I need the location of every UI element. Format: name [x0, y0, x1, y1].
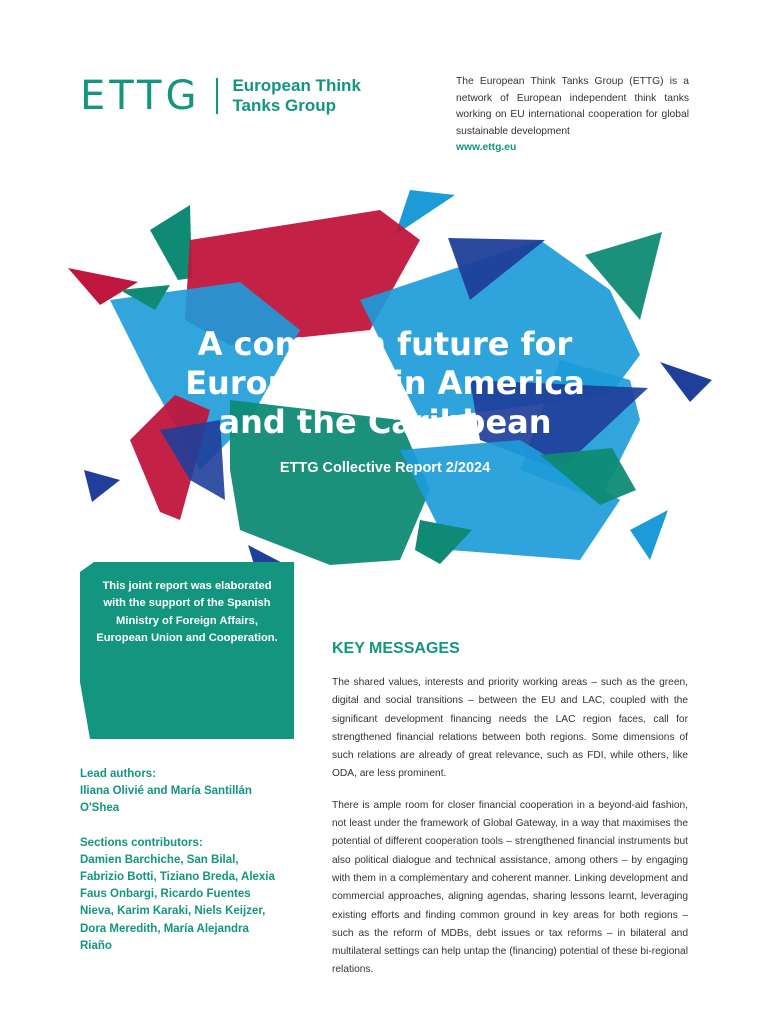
report-title — [150, 325, 620, 442]
ettg-logo — [80, 73, 361, 119]
contributors-label: Sections contributors: — [80, 836, 203, 849]
polygon-blue — [630, 510, 668, 560]
logo-name-line2: Tanks Group — [232, 96, 337, 115]
website-link[interactable]: www.ettg.eu — [456, 142, 517, 153]
key-messages-heading: KEY MESSAGES — [332, 640, 460, 657]
authors-section — [80, 766, 280, 955]
key-message-paragraph: There is ample room for closer financial cooperation in a beyond-aid fashion, not least under the framework of Global Gateway, in a way that maximises the potential of different cooperation tools – strengthened financial instruments but also political dialogue and technical assistance, among others – by engaging with them in a complementary and coherent manner. Linking development and commercial approaches, aligning agendas, sharing lessons learnt, leveraging existing efforts and finding common ground in key areas for both regions – such as the reform of MDBs, debt issues or tax reforms – in bilateral and multilateral settings can help untap the (financing) potential of these bi-regional relations. — [332, 799, 688, 976]
support-statement: This joint report was elaborated with the support of the Spanish Ministry of Foreign Affairs, European Union and Cooperation. — [96, 580, 278, 644]
logo-divider — [216, 78, 218, 114]
polygon-navy — [84, 470, 120, 502]
title-line2: Europe, Latin America — [185, 364, 585, 402]
logo-mark: ETTG — [80, 73, 201, 119]
about-text: The European Think Tanks Group (ETTG) is a network of European independent think tanks working on EU international cooperation for global sustainable development — [456, 76, 689, 137]
lead-authors-label: Lead authors: — [80, 768, 157, 780]
polygon-teal — [150, 205, 192, 280]
about-ettg — [456, 74, 689, 157]
key-message-paragraph: The shared values, interests and priority working areas – such as the green, digital and social transitions – between the EU and LAC, coupled with the significant development financing needs the LAC region faces, call for strengthened financial relations between both regions. Some dimensions of such relations are already of great relevance, such as FDI, while others, like ODA, are less prominent. — [332, 677, 688, 780]
contributors-names: Damien Barchiche, San Bilal, Fabrizio Botti, Tiziano Breda, Alexia Faus Onbargi, Ricardo Fuentes Nieva, Karim Karaki, Niels Keijzer, Dora Meredith, María Alejandra Riaño — [80, 853, 275, 952]
title-line1: A common future for — [197, 325, 573, 363]
spacer — [80, 818, 280, 835]
logo-name — [232, 76, 360, 116]
polygon-navy — [660, 362, 712, 402]
key-messages-body — [332, 674, 688, 993]
report-subtitle: ETTG Collective Report 2/2024 — [279, 460, 491, 476]
title-line3: and the Caribbean — [218, 403, 552, 441]
lead-authors-names: Iliana Olivié and María Santillán O'Shea — [80, 785, 252, 815]
logo-name-line1: European Think — [232, 76, 361, 95]
